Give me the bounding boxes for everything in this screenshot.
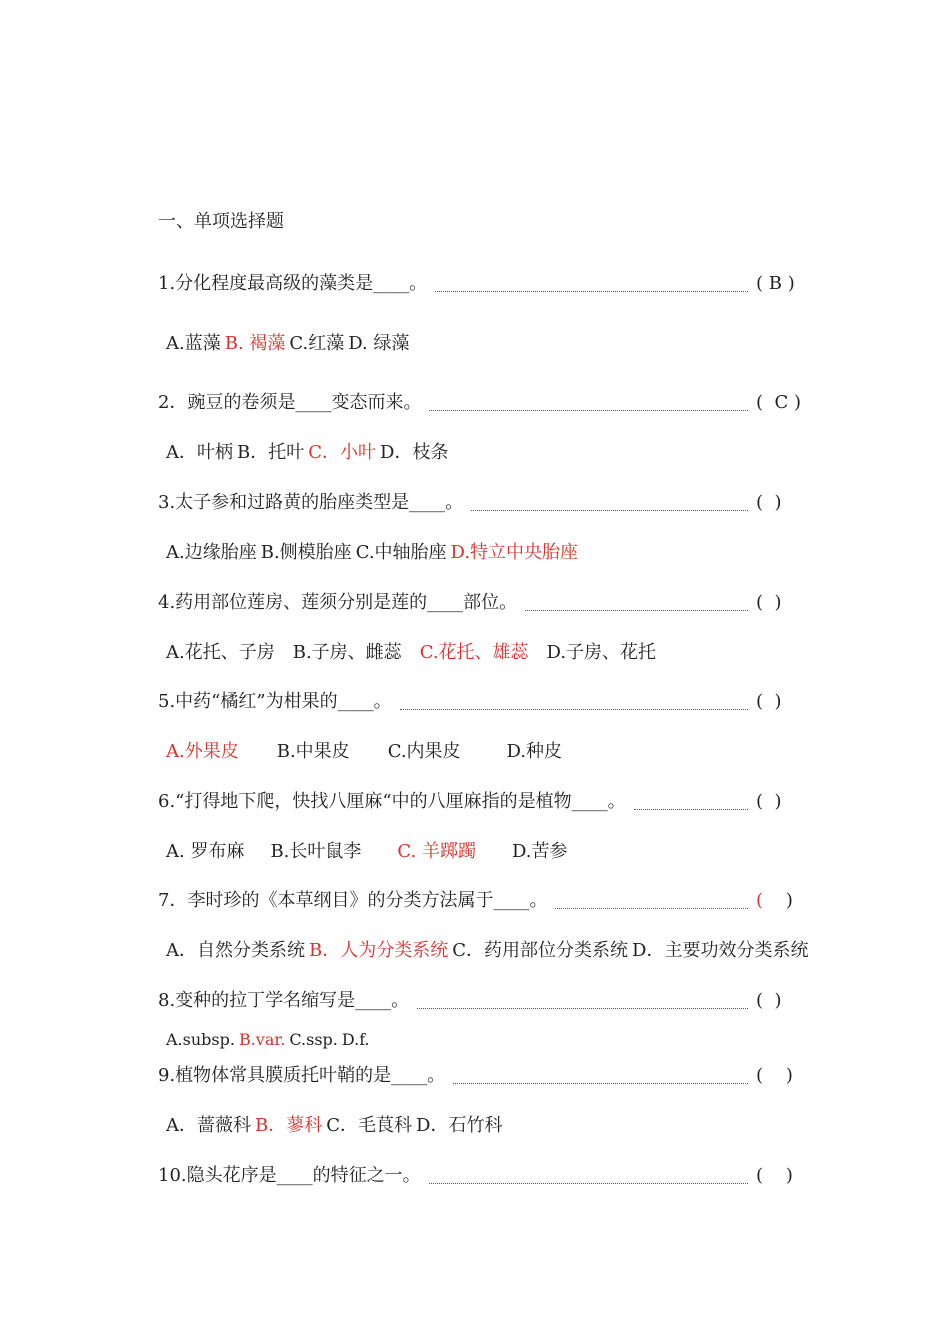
option-a: A.subsp. bbox=[166, 1030, 235, 1049]
leader-dots bbox=[453, 1082, 748, 1084]
option-d: D．枝条 bbox=[380, 442, 449, 463]
leader-dots bbox=[435, 290, 748, 292]
option-a: A. 罗布麻 bbox=[166, 841, 245, 862]
option-b: B. 褐藻 bbox=[224, 333, 286, 354]
answer-bracket: ( ) bbox=[756, 990, 782, 1011]
option-c: C.花托、雄蕊 bbox=[419, 642, 529, 663]
question-stem: 4.药用部位莲房、莲须分别是莲的____部位。 bbox=[158, 592, 518, 613]
option-d: D. 绿藻 bbox=[348, 333, 410, 354]
section-title: 一、单项选择题 bbox=[158, 211, 284, 232]
options-7 bbox=[166, 937, 812, 965]
option-a: A．叶柄 bbox=[166, 442, 233, 463]
option-c: C．毛茛科 bbox=[326, 1115, 413, 1136]
option-c: C．药用部位分类系统 bbox=[452, 940, 629, 961]
question-5 bbox=[158, 688, 806, 716]
leader-dots bbox=[429, 1182, 748, 1184]
options-9 bbox=[166, 1112, 506, 1140]
option-b: B.侧模胎座 bbox=[260, 542, 352, 563]
question-stem: 9.植物体常具膜质托叶鞘的是____。 bbox=[158, 1065, 446, 1086]
option-d: D.苦参 bbox=[511, 841, 568, 862]
option-a: A.花托、子房 bbox=[166, 642, 275, 663]
leader-dots bbox=[429, 409, 748, 411]
option-b: B．托叶 bbox=[237, 442, 305, 463]
question-stem: 5.中药“橘红”为柑果的____。 bbox=[158, 691, 392, 712]
answer-bracket: ( B ) bbox=[756, 273, 795, 294]
question-7 bbox=[158, 887, 806, 915]
question-stem: 1.分化程度最高级的藻类是____。 bbox=[158, 273, 428, 294]
question-10 bbox=[158, 1162, 806, 1190]
answer-bracket: ( C ) bbox=[756, 392, 801, 413]
options-5 bbox=[166, 738, 566, 766]
option-b: B.长叶鼠李 bbox=[270, 841, 362, 862]
option-d: D.子房、花托 bbox=[546, 642, 657, 663]
question-stem: 2．豌豆的卷须是____变态而来。 bbox=[158, 392, 422, 413]
answer-bracket: ( ) bbox=[756, 791, 782, 812]
question-2 bbox=[158, 389, 806, 417]
answer-bracket: ( ) bbox=[756, 1065, 793, 1086]
options-2 bbox=[166, 439, 452, 467]
options-8 bbox=[166, 1026, 374, 1054]
option-b: B．人为分类系统 bbox=[309, 940, 449, 961]
option-d: D.特立中央胎座 bbox=[450, 542, 579, 563]
option-c: C.ssp. bbox=[289, 1030, 338, 1049]
options-4 bbox=[166, 639, 674, 667]
answer-bracket: ( ) bbox=[756, 492, 782, 513]
option-c: C．小叶 bbox=[308, 442, 377, 463]
option-b: B.var. bbox=[238, 1030, 286, 1049]
leader-dots bbox=[417, 1007, 748, 1009]
question-stem: 10.隐头花序是____的特征之一。 bbox=[158, 1165, 421, 1186]
leader-dots bbox=[471, 509, 748, 511]
answer-bracket: ( ) bbox=[756, 890, 793, 911]
option-d: D．主要功效分类系统 bbox=[632, 940, 809, 961]
option-d: D．石竹科 bbox=[416, 1115, 503, 1136]
leader-dots bbox=[400, 708, 748, 710]
question-stem: 3.太子参和过路黄的胎座类型是____。 bbox=[158, 492, 464, 513]
question-9 bbox=[158, 1062, 806, 1090]
question-1 bbox=[158, 270, 806, 298]
options-6 bbox=[166, 838, 572, 866]
option-d: D.种皮 bbox=[506, 741, 563, 762]
option-d: D.f. bbox=[341, 1030, 370, 1049]
option-a: A．自然分类系统 bbox=[166, 940, 305, 961]
question-stem: 8.变种的拉丁学名缩写是____。 bbox=[158, 990, 410, 1011]
leader-dots bbox=[525, 609, 748, 611]
option-c: C.内果皮 bbox=[387, 741, 461, 762]
option-a: A.外果皮 bbox=[166, 741, 239, 762]
question-8 bbox=[158, 987, 806, 1015]
option-c: C.红藻 bbox=[289, 333, 345, 354]
option-b: B.子房、雌蕊 bbox=[292, 642, 402, 663]
option-a: A.蓝藻 bbox=[166, 333, 221, 354]
option-a: A．蔷薇科 bbox=[166, 1115, 251, 1136]
options-1 bbox=[166, 330, 414, 358]
option-a: A.边缘胎座 bbox=[166, 542, 257, 563]
answer-bracket: ( ) bbox=[756, 592, 782, 613]
leader-dots bbox=[555, 907, 748, 909]
question-4 bbox=[158, 589, 806, 617]
option-c: C.中轴胎座 bbox=[355, 542, 447, 563]
question-stem: 6.“打得地下爬，快找八厘麻“中的八厘麻指的是植物____。 bbox=[158, 791, 626, 812]
option-c: C. 羊踯躅 bbox=[397, 841, 476, 862]
option-b: B．蓼科 bbox=[255, 1115, 323, 1136]
answer-bracket: ( ) bbox=[756, 1165, 793, 1186]
answer-bracket: ( ) bbox=[756, 691, 782, 712]
question-stem: 7．李时珍的《本草纲目》的分类方法属于____。 bbox=[158, 890, 548, 911]
options-3 bbox=[166, 539, 582, 567]
leader-dots bbox=[634, 808, 748, 810]
option-b: B.中果皮 bbox=[276, 741, 350, 762]
question-6 bbox=[158, 788, 806, 816]
question-3 bbox=[158, 489, 806, 517]
